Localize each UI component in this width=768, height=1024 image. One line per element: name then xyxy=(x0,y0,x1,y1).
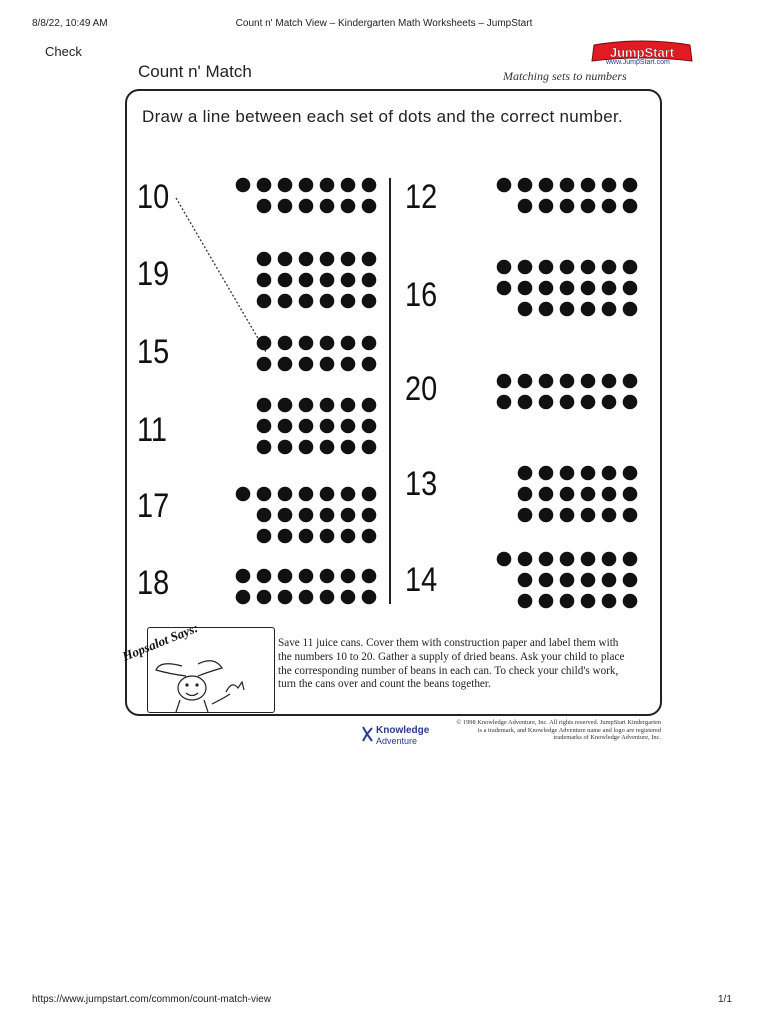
right-number-3: 20 xyxy=(405,370,438,408)
column-divider xyxy=(389,178,391,604)
knowledge-adventure-icon xyxy=(361,726,373,742)
publisher-line-2: Adventure xyxy=(376,736,418,746)
print-page-title: Count n' Match View – Kindergarten Math Worksheets – JumpStart xyxy=(235,18,533,29)
worksheet-subtitle: Matching sets to numbers xyxy=(503,69,627,83)
right-number-2: 16 xyxy=(405,276,438,314)
right-number-5: 14 xyxy=(405,561,438,599)
publisher-line-1: Knowledge xyxy=(376,725,430,736)
print-page-number: 1/1 xyxy=(718,994,732,1005)
instructions: Draw a line between each set of dots and the correct number. xyxy=(142,107,624,126)
print-url: https://www.jumpstart.com/common/count-match-view xyxy=(32,994,271,1005)
hopsalot-rabbit-icon xyxy=(152,658,270,712)
jumpstart-logo-text: JumpStart xyxy=(609,45,675,60)
tip-text: Save 11 juice cans. Cover them with construction paper and label them with the numbers 10 to 20. Gather a supply of dried beans. Ask your child to place the corresponding number of beans in each can. To check your child's work, turn the cans over and count the beans together. xyxy=(278,637,625,691)
copyright-notice: © 1998 Knowledge Adventure, Inc. All rights reserved. JumpStart Kindergarten is a trademark, and Knowledge Adventure name and logo are registered trademarks of Knowledge Adventure, Inc. xyxy=(456,719,661,742)
worksheet-title: Count n' Match xyxy=(138,62,252,81)
left-number-1: 10 xyxy=(137,178,170,216)
knowledge-adventure-logo xyxy=(376,726,429,746)
left-number-5: 17 xyxy=(137,487,170,525)
jumpstart-logo-url: www.JumpStart.com xyxy=(606,59,670,66)
print-date: 8/8/22, 10:49 AM xyxy=(32,18,108,29)
left-number-4: 11 xyxy=(137,411,168,449)
hopsalot-heading: Hopsalot Says: xyxy=(120,619,201,664)
jumpstart-logo xyxy=(588,39,696,73)
worksheet-frame xyxy=(125,89,662,716)
left-number-2: 19 xyxy=(137,255,170,293)
right-number-4: 13 xyxy=(405,465,438,503)
right-number-1: 12 xyxy=(405,178,438,216)
left-number-3: 15 xyxy=(137,333,170,371)
left-number-6: 18 xyxy=(137,564,170,602)
check-link[interactable]: Check xyxy=(45,44,82,59)
